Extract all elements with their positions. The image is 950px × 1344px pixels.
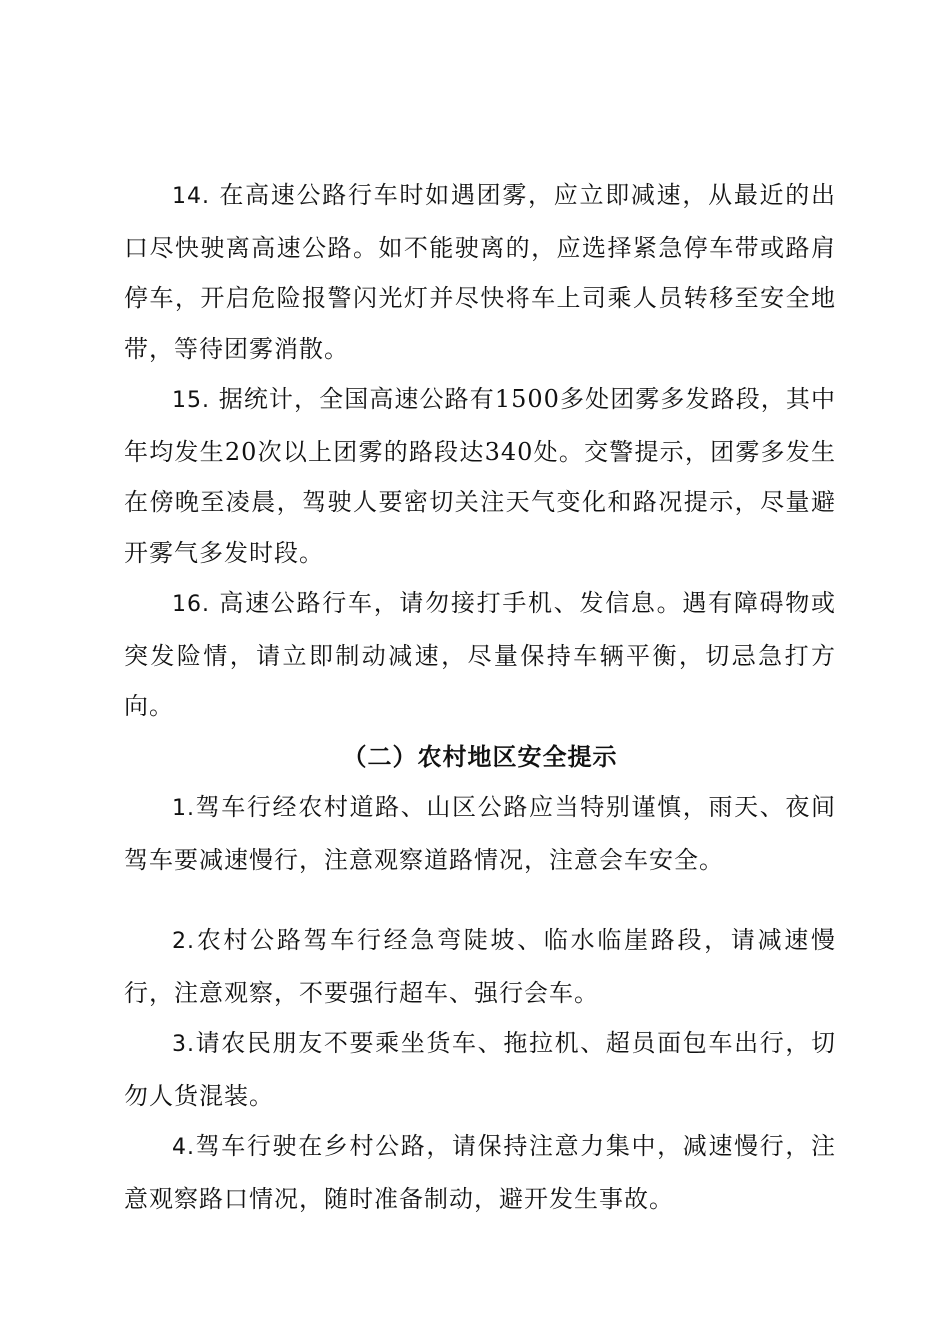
paragraph-15 [124,374,836,578]
paragraph-text: 驾车行驶在乡村公路，请保持注意力集中，减速慢行，注意观察路口情况，随时准备制动，避开发生事故。 [124,1132,836,1213]
paragraph-number: 14. [172,184,210,209]
paragraph-text: 在高速公路行车时如遇团雾，应立即减速，从最近的出口尽快驶离高速公路。如不能驶离的，应选择紧急停车带或路肩停车，开启危险报警闪光灯并尽快将车上司乘人员转移至安全地带，等待团雾消散。 [124,181,836,363]
paragraph-rural-3 [124,1018,836,1121]
paragraph-text: 高速公路行车，请勿接打手机、发信息。遇有障碍物或突发险情，请立即制动减速，尽量保持车辆平衡，切忌急打方向。 [124,589,836,720]
paragraph-number: 4. [172,1135,195,1160]
paragraph-number: 1. [172,796,195,821]
paragraph-number: 16. [172,592,210,617]
paragraph-text: 农村公路驾车行经急弯陡坡、临水临崖路段，请减速慢行，注意观察，不要强行超车、强行会车。 [124,926,836,1007]
paragraph-number: 3. [172,1032,195,1057]
paragraph-16 [124,578,836,732]
paragraph-rural-4 [124,1121,836,1224]
document-body [124,170,836,1224]
section-heading-rural: （二）农村地区安全提示 [342,742,618,771]
paragraph-text: 请农民朋友不要乘坐货车、拖拉机、超员面包车出行，切勿人货混装。 [124,1029,836,1110]
paragraph-text: 据统计，全国高速公路有1500多处团雾多发路段，其中年均发生20次以上团雾的路段达340处。交警提示，团雾多发生在傍晚至凌晨，驾驶人要密切关注天气变化和路况提示，尽量避开雾气多发时段。 [124,385,836,567]
paragraph-number: 2. [172,929,195,954]
paragraph-14 [124,170,836,374]
paragraph-rural-2 [124,915,836,1018]
paragraph-number: 15. [172,388,210,413]
paragraph-text: 驾车行经农村道路、山区公路应当特别谨慎，雨天、夜间驾车要减速慢行，注意观察道路情况，注意会车安全。 [124,793,836,874]
paragraph-rural-1 [124,782,836,885]
paragraph-spacer [124,885,836,915]
